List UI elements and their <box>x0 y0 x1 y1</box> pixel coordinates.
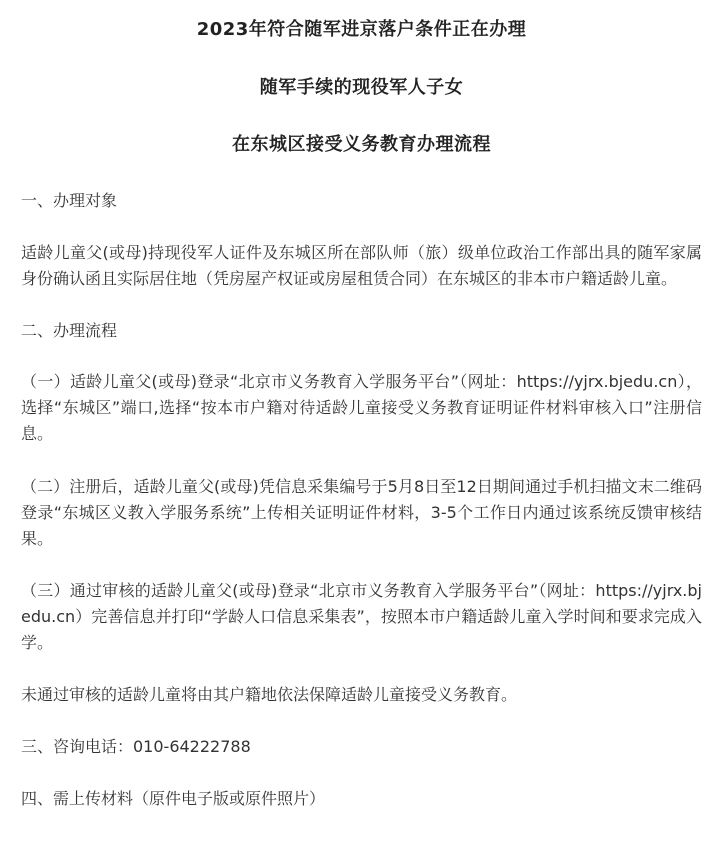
section-heading-phone: 三、咨询电话：010-64222788 <box>21 737 251 756</box>
article-title-line3: 在东城区接受义务教育办理流程 <box>232 134 491 155</box>
process-step-2: （二）注册后，适龄儿童父(或母)凭信息采集编号于5月8日至12日期间通过手机扫描文末二维码登录“东城区义教入学服务系统”上传相关证明证件材料，3-5个工作日内通过该系统反馈审核结果。 <box>21 477 702 548</box>
article-title-line2: 随军手续的现役军人子女 <box>259 77 464 98</box>
section-body-target: 适龄儿童父(或母)持现役军人证件及东城区所在部队师（旅）级单位政治工作部出具的随军家属身份确认函且实际居住地（凭房屋产权证或房屋租赁合同）在东城区的非本市户籍适龄儿童。 <box>21 243 702 288</box>
fail-note: 未通过审核的适龄儿童将由其户籍地依法保障适龄儿童接受义务教育。 <box>21 685 518 704</box>
section-heading-process: 二、办理流程 <box>21 321 118 340</box>
section-heading-materials: 四、需上传材料（原件电子版或原件照片） <box>21 789 326 808</box>
section-heading-target: 一、办理对象 <box>21 191 118 210</box>
process-step-3: （三）通过审核的适龄儿童父(或母)登录“北京市义务教育入学服务平台”（网址：https://yjrx.bjedu.cn）完善信息并打印“学龄人口信息采集表”，按照本市户籍适龄儿童入学时间和要求完成入学。 <box>21 581 702 652</box>
article-title-line1: 2023年符合随军进京落户条件正在办理 <box>196 19 527 40</box>
process-step-1: （一）适龄儿童父(或母)登录“北京市义务教育入学服务平台”（网址：https://yjrx.bjedu.cn），选择“东城区”端口,选择“按本市户籍对待适龄儿童接受义务教育证明证件材料审核入口”注册信息。 <box>21 372 702 443</box>
